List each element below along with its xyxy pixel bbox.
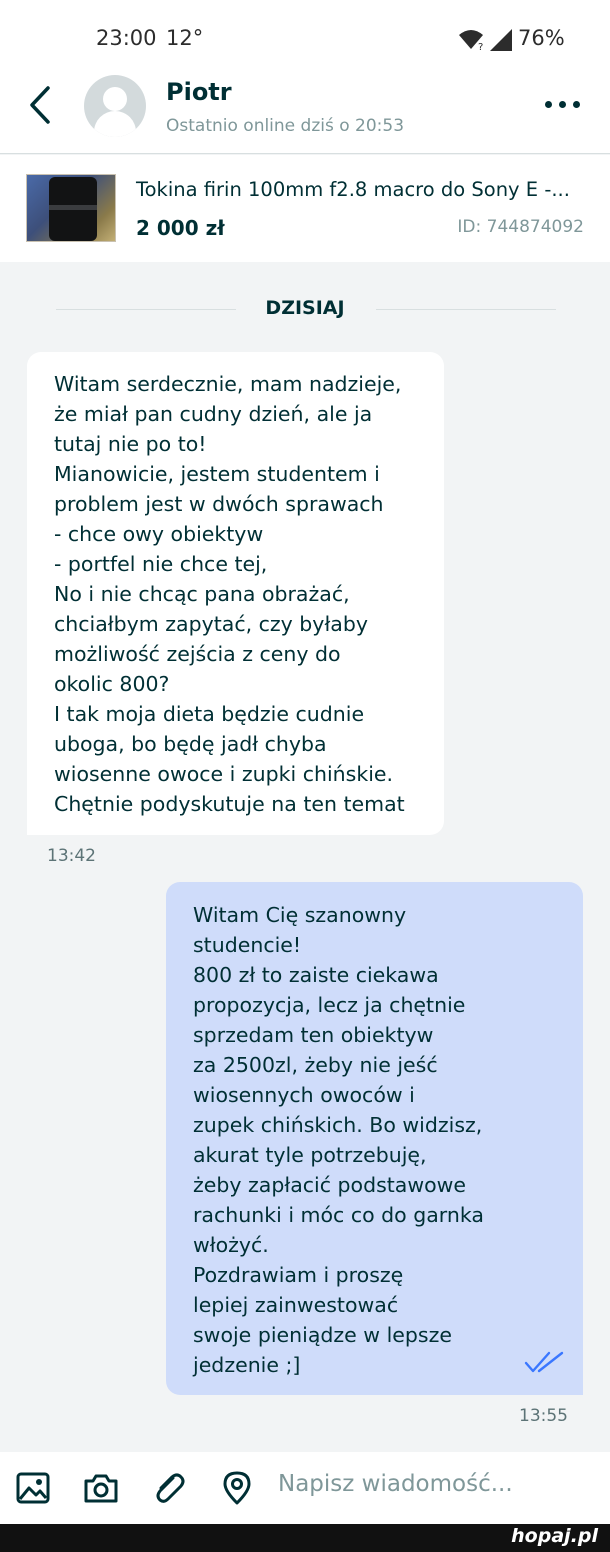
contact-name[interactable]: Piotr	[166, 78, 232, 106]
incoming-message: Witam serdecznie, mam nadzieje, że miał pan cudny dzień, ale ja tutaj nie po to! Mianowicie, jestem studentem i problem jest w dwóch sprawach - chce owy obiektyw - portfel nie chce tej, No i nie chcąc pana obrażać, chciałbym zapytać, czy byłaby możliwość zejścia z ceny do okolic 800? I tak moja dieta będzie cudnie uboga, bo będę jadł chyba wiosenne owoce i zupki chińskie. Chętnie podyskutuje na ten temat	[27, 352, 444, 835]
svg-text:?: ?	[478, 42, 484, 53]
online-status: Ostatnio online dziś o 20:53	[166, 116, 405, 136]
avatar[interactable]	[84, 75, 146, 137]
paperclip-icon[interactable]	[151, 1470, 187, 1506]
avatar-body	[94, 111, 136, 137]
listing-card[interactable]	[0, 155, 610, 262]
listing-title: Tokina firin 100mm f2.8 macro do Sony E -...	[136, 178, 570, 201]
outgoing-message: Witam Cię szanowny studencie! 800 zł to zaiste ciekawa propozycja, lecz ja chętnie sprzedam ten obiektyw za 2500zl, żeby nie jeść wiosennych owoców i zupek chińskich. Bo widzisz, akurat tyle potrzebuję, żeby zapłacić podstawowe rachunki i móc co do garnka włożyć. Pozdrawiam i proszę lepiej zainwestować swoje pieniądze w lepsze jedzenie ;]	[166, 882, 583, 1395]
camera-icon[interactable]	[83, 1470, 119, 1506]
listing-thumbnail	[26, 174, 116, 242]
status-battery: 76%	[518, 26, 565, 50]
avatar-head	[103, 87, 127, 111]
listing-price: 2 000 zł	[136, 216, 225, 240]
location-pin-icon[interactable]	[219, 1470, 255, 1506]
chat-header	[0, 70, 610, 154]
message-composer	[0, 1452, 610, 1524]
watermark-bar	[0, 1524, 610, 1552]
listing-id: ID: 744874092	[457, 217, 584, 237]
day-separator	[0, 296, 610, 324]
cell-signal-icon	[490, 29, 512, 51]
status-bar	[0, 0, 610, 70]
more-options-icon[interactable]	[540, 94, 584, 114]
day-label: DZISIAJ	[265, 297, 345, 319]
back-arrow-icon[interactable]	[24, 84, 60, 126]
double-check-icon	[524, 1350, 564, 1374]
incoming-message-time: 13:42	[47, 846, 96, 866]
message-input[interactable]: Napisz wiadomość...	[278, 1471, 513, 1497]
image-icon[interactable]	[15, 1470, 51, 1506]
outgoing-message-time: 13:55	[519, 1406, 568, 1426]
status-time: 23:00	[96, 26, 157, 50]
wifi-icon	[459, 30, 485, 53]
signal-icons	[458, 27, 514, 53]
watermark-logo: hopaj.pl	[511, 1525, 598, 1547]
status-temperature: 12°	[166, 26, 204, 50]
